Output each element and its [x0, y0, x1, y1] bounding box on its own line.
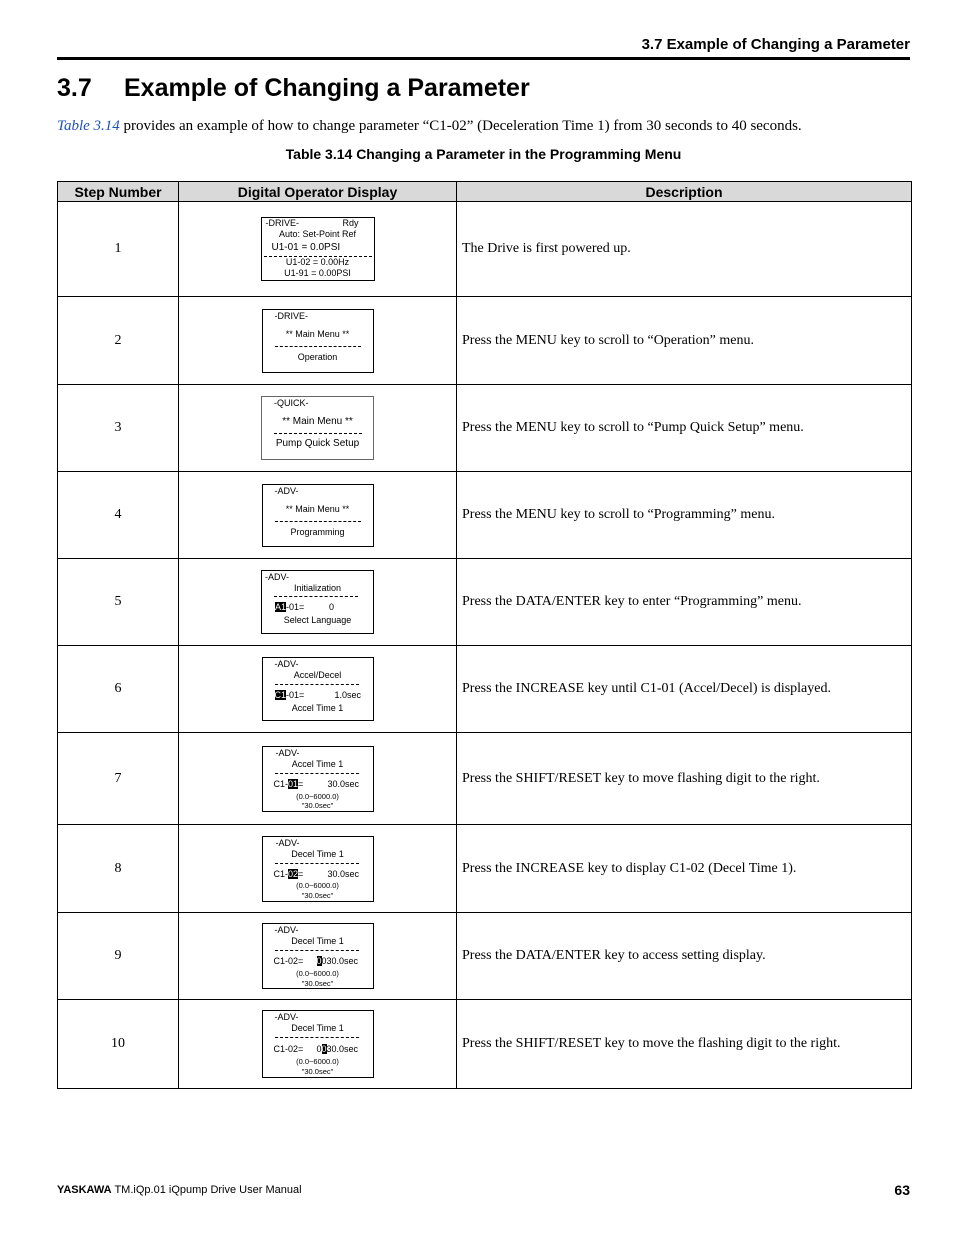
table-caption: Table 3.14 Changing a Parameter in the Programming Menu: [285, 146, 682, 162]
lcd-value: 0: [329, 602, 335, 612]
lcd-range: (0.0~6000.0): [296, 1057, 339, 1066]
lcd-range: (0.0~6000.0): [296, 880, 339, 890]
step-description: Press the MENU key to scroll to “Pump Quick Setup” menu.: [457, 385, 912, 472]
lcd-value-prefix: 0: [316, 1044, 322, 1054]
lcd-value-rest: 30.0sec: [326, 1044, 359, 1054]
lcd-line-2: ** Main Menu **: [285, 328, 350, 339]
lcd-display: [261, 396, 374, 460]
lcd-parameter-prefix: C1-: [273, 868, 289, 879]
step-description: The Drive is first powered up.: [457, 202, 912, 297]
lcd-display: [262, 657, 374, 721]
lcd-divider: [275, 346, 361, 347]
operator-display-cell: [179, 825, 457, 913]
step-number: 8: [58, 825, 179, 913]
lcd-cursor: C1: [274, 690, 287, 700]
lcd-display: [262, 836, 374, 902]
operator-display-cell: [179, 559, 457, 646]
lcd-divider: [274, 433, 362, 434]
table-row: [58, 913, 912, 1000]
lcd-line-3: Operation: [297, 351, 338, 362]
lcd-line-2: ** Main Menu **: [282, 416, 353, 427]
lcd-line-5: U1-91 = 0.00PSI: [284, 268, 351, 278]
operator-display-cell: [179, 646, 457, 733]
lcd-line-2: ** Main Menu **: [285, 503, 350, 514]
lcd-display: [262, 484, 374, 547]
step-description: Press the INCREASE key to display C1-02 (Decel Time 1).: [457, 825, 912, 913]
lcd-value-rest: 030.0sec: [321, 956, 359, 966]
header-description: Description: [457, 182, 912, 202]
lcd-line-2: Decel Time 1: [291, 848, 344, 859]
lcd-mode: -QUICK-: [274, 398, 309, 408]
step-description: Press the DATA/ENTER key to access setting display.: [457, 913, 912, 1000]
table-row: [58, 646, 912, 733]
lcd-line-3: Pump Quick Setup: [275, 438, 360, 449]
lcd-default: "30.0sec": [301, 979, 334, 988]
step-description: Press the MENU key to scroll to “Programming” menu.: [457, 472, 912, 559]
table-header-row: [58, 182, 912, 202]
lcd-divider: [275, 863, 359, 864]
header-step-number: Step Number: [58, 182, 179, 202]
lcd-parameter-rest: =: [298, 868, 304, 879]
footer-brand: YASKAWA: [57, 1184, 112, 1196]
section-number: 3.7: [57, 74, 92, 102]
lcd-parameter: [274, 870, 304, 879]
step-number: 7: [58, 733, 179, 825]
step-number: 1: [58, 202, 179, 297]
lcd-line-2: Decel Time 1: [291, 1023, 344, 1033]
step-description: Press the SHIFT/RESET key to move the flashing digit to the right.: [457, 1000, 912, 1089]
table-row: [58, 559, 912, 646]
lcd-line-3: U1-01 = 0.0PSI: [271, 242, 341, 253]
section-title-text: Example of Changing a Parameter: [124, 74, 530, 102]
lcd-mode: -ADV-: [274, 1012, 299, 1022]
lcd-mode: -ADV-: [274, 659, 299, 669]
operator-display-cell: [179, 913, 457, 1000]
lcd-mode: -ADV-: [275, 837, 300, 848]
lcd-value: 30.0sec: [327, 868, 360, 879]
step-number: 2: [58, 297, 179, 385]
operator-display-cell: [179, 385, 457, 472]
step-description: Press the INCREASE key until C1-01 (Accel/Decel) is displayed.: [457, 646, 912, 733]
step-number: 6: [58, 646, 179, 733]
table-row: [58, 472, 912, 559]
lcd-cursor: 0: [321, 1044, 327, 1054]
lcd-line-3: Programming: [290, 526, 345, 537]
lcd-divider: [274, 596, 358, 597]
lcd-line-4: Select Language: [283, 615, 352, 625]
lcd-display: [261, 570, 374, 634]
lcd-parameter-rest: =: [298, 778, 304, 789]
lcd-display: [262, 746, 374, 812]
lcd-cursor: A1: [275, 602, 287, 612]
lcd-divider: [275, 950, 359, 951]
operator-display-cell: [179, 1000, 457, 1089]
lcd-display: [262, 309, 374, 373]
lcd-cursor: 02: [288, 868, 299, 879]
lcd-default: "30.0sec": [301, 1067, 334, 1076]
step-number: 10: [58, 1000, 179, 1089]
lcd-status: Rdy: [342, 218, 359, 228]
lcd-line-4: U1-02 = 0.00Hz: [285, 257, 350, 267]
table-row: [58, 1000, 912, 1089]
lcd-display: [261, 217, 375, 281]
lcd-mode: -ADV-: [275, 747, 300, 758]
lcd-cursor: 0: [316, 956, 322, 966]
lcd-parameter: C1-02=: [273, 956, 304, 966]
lcd-divider: [275, 1037, 359, 1038]
table-reference-link[interactable]: Table 3.14: [57, 118, 120, 134]
lcd-line-2: Accel/Decel: [293, 670, 342, 680]
lcd-mode: -ADV-: [265, 572, 290, 582]
lcd-parameter-rest: -01=: [286, 690, 305, 700]
step-number: 5: [58, 559, 179, 646]
lcd-parameter: C1-02=: [273, 1044, 304, 1054]
operator-display-cell: [179, 733, 457, 825]
step-description: Press the SHIFT/RESET key to move flashing digit to the right.: [457, 733, 912, 825]
lcd-display: [262, 1010, 374, 1078]
lcd-default: "30.0sec": [301, 890, 334, 900]
table-row: [58, 297, 912, 385]
table-row: [58, 733, 912, 825]
lcd-line-2: Accel Time 1: [291, 758, 344, 769]
operator-display-cell: [179, 297, 457, 385]
lcd-range: (0.0~6000.0): [296, 969, 339, 978]
lcd-parameter-rest: -01=: [286, 602, 305, 612]
intro-paragraph: [57, 118, 910, 135]
step-number: 3: [58, 385, 179, 472]
step-description: Press the DATA/ENTER key to enter “Programming” menu.: [457, 559, 912, 646]
table-row: [58, 202, 912, 297]
lcd-cursor: 01: [288, 778, 299, 789]
lcd-value: [317, 957, 359, 966]
lcd-mode: -DRIVE-: [265, 218, 299, 228]
footer-doc: TM.iQp.01 iQpump Drive User Manual: [111, 1184, 302, 1196]
table-row: [58, 825, 912, 913]
operator-display-cell: [179, 202, 457, 297]
lcd-value: [317, 1045, 359, 1054]
lcd-mode: -DRIVE-: [274, 310, 308, 321]
lcd-line-2: Decel Time 1: [291, 936, 344, 946]
page-number: 63: [894, 1182, 910, 1198]
lcd-display: [262, 923, 374, 989]
header-digital-operator-display: Digital Operator Display: [179, 182, 457, 202]
lcd-divider: [275, 684, 359, 685]
lcd-range: (0.0~6000.0): [296, 791, 339, 801]
lcd-parameter: [275, 691, 305, 700]
intro-text: provides an example of how to change parameter “C1-02” (Deceleration Time 1) from 30 seconds to 40 seconds.: [119, 118, 802, 134]
step-description: Press the MENU key to scroll to “Operation” menu.: [457, 297, 912, 385]
steps-table: [57, 181, 912, 1089]
lcd-mode: -ADV-: [274, 485, 299, 496]
step-number: 9: [58, 913, 179, 1000]
lcd-line-4: Accel Time 1: [291, 703, 344, 713]
operator-display-cell: [179, 472, 457, 559]
table-row: [58, 385, 912, 472]
lcd-parameter-prefix: C1-: [273, 778, 289, 789]
section-title: [57, 74, 910, 103]
step-number: 4: [58, 472, 179, 559]
lcd-default: "30.0sec": [301, 800, 334, 810]
lcd-mode: -ADV-: [274, 925, 299, 935]
lcd-line-2: Initialization: [293, 583, 342, 593]
footer-manual-title: [57, 1184, 302, 1196]
lcd-value: 30.0sec: [327, 778, 360, 789]
lcd-line-2: Auto: Set-Point Ref: [278, 229, 357, 239]
lcd-parameter: [274, 780, 304, 789]
lcd-value: 1.0sec: [334, 690, 362, 700]
lcd-parameter: [275, 603, 304, 612]
running-header: 3.7 Example of Changing a Parameter: [57, 36, 910, 60]
lcd-divider: [275, 773, 359, 774]
lcd-divider: [275, 521, 361, 522]
